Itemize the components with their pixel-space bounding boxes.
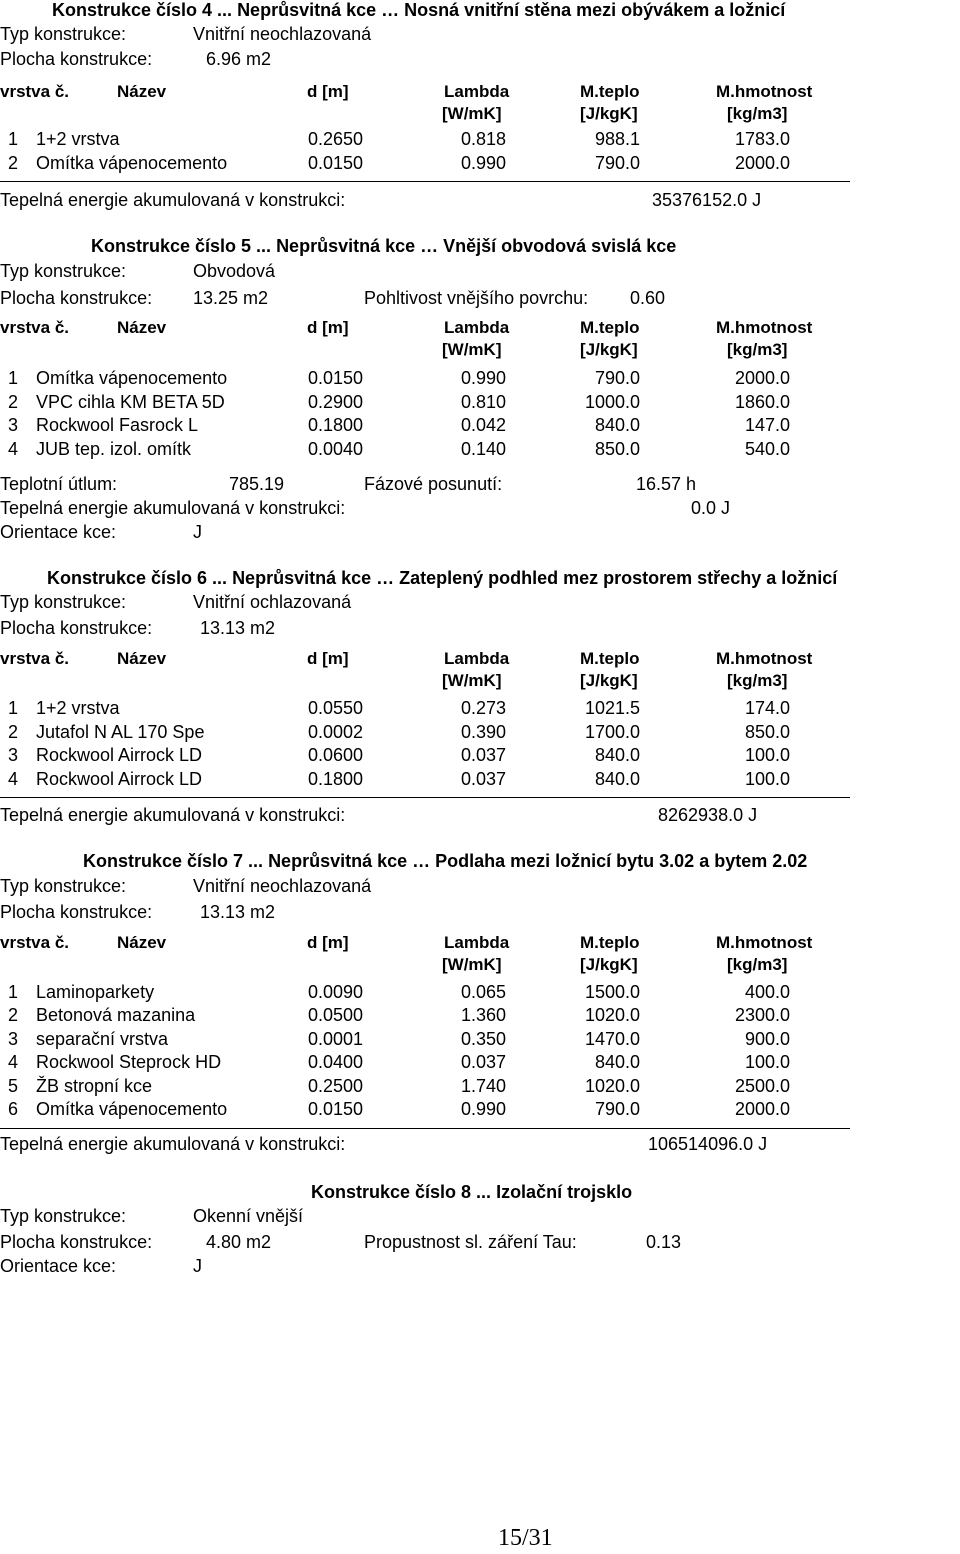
column-header-vrstva: vrstva č.: [0, 649, 69, 668]
propustnost-label-k8: Propustnost sl. záření Tau:: [364, 1232, 577, 1252]
column-header-mteplo: M.teplo: [580, 649, 640, 668]
layer-density: 1783.0: [734, 129, 790, 149]
column-header-d: d [m]: [307, 82, 349, 101]
layer-density: 2300.0: [734, 1005, 790, 1026]
layer-name: Betonová mazanina: [36, 1005, 196, 1026]
layer-number: 3: [8, 1028, 19, 1049]
column-header-nazev: Název: [117, 318, 167, 337]
column-header-mteplo-unit: [J/kgK]: [580, 340, 638, 359]
layer-lambda: 0.037: [460, 768, 506, 789]
layer-number: 3: [8, 745, 19, 765]
section-title-k5: Konstrukce číslo 5 ... Neprůsvitná kce … Vnější obvodová svislá kce: [91, 236, 677, 256]
plocha-label-k5: Plocha konstrukce:: [0, 288, 153, 308]
layer-lambda: 0.810: [460, 391, 506, 412]
layer-thickness: 0.1800: [308, 415, 364, 435]
layer-name: Rockwool Airrock LD: [36, 768, 203, 789]
plocha-value-k5: 13.25 m2: [193, 288, 269, 308]
divider-k6: [0, 797, 850, 798]
typ-value-k7: Vnitřní neochlazovaná: [193, 876, 372, 896]
layer-number: 2: [8, 153, 19, 173]
column-header-d: d [m]: [307, 933, 349, 952]
layer-density: 2000.0: [734, 1099, 790, 1119]
typ-value-k6: Vnitřní ochlazovaná: [193, 592, 352, 612]
energie-label-k6: Tepelná energie akumulovaná v konstrukci:: [0, 805, 346, 825]
plocha-label-k6: Plocha konstrukce:: [0, 618, 153, 638]
posunuti-label-k5: Fázové posunutí:: [364, 474, 503, 494]
layer-density: 2000.0: [734, 153, 790, 173]
layer-thickness: 0.0001: [308, 1028, 364, 1049]
column-header-mteplo-unit: [J/kgK]: [580, 955, 638, 974]
typ-label-k6: Typ konstrukce:: [0, 592, 127, 612]
plocha-value-k8: 4.80 m2: [206, 1232, 272, 1252]
column-header-lambda-unit: [W/mK]: [442, 340, 502, 359]
section-title-k7: Konstrukce číslo 7 ... Neprůsvitná kce … Podlaha mezi ložnicí bytu 3.02 a bytem 2.02: [83, 851, 808, 871]
column-header-mhmotnost-unit: [kg/m3]: [727, 955, 788, 974]
layer-name: separační vrstva: [36, 1028, 169, 1049]
layer-thickness: 0.0002: [308, 721, 364, 742]
layer-number: 2: [8, 391, 19, 412]
layer-number: 4: [8, 768, 19, 789]
layer-density: 540.0: [744, 438, 790, 459]
layer-thickness: 0.0500: [308, 1005, 364, 1026]
column-header-lambda-unit: [W/mK]: [442, 955, 502, 974]
layer-name: Omítka vápenocemento: [36, 1099, 228, 1119]
layer-thickness: 0.0600: [308, 745, 364, 765]
column-header-mhmotnost: M.hmotnost: [716, 82, 813, 101]
layer-name: ŽB stropní kce: [36, 1075, 153, 1096]
column-header-d: d [m]: [307, 318, 349, 337]
column-header-mteplo-unit: [J/kgK]: [580, 671, 638, 690]
layer-thickness: 0.2900: [308, 391, 364, 412]
typ-value-k8: Okenní vnější: [193, 1206, 304, 1226]
layer-heat-capacity: 790.0: [594, 153, 640, 173]
layer-thickness: 0.0090: [308, 982, 364, 1002]
section-title-k8: Konstrukce číslo 8 ... Izolační trojsklo: [311, 1182, 633, 1202]
layer-lambda: 0.273: [460, 698, 506, 718]
orientace-value-k8: J: [193, 1256, 202, 1276]
plocha-value-k6: 13.13 m2: [200, 618, 276, 638]
layer-number: 1: [8, 698, 19, 718]
column-header-lambda: Lambda: [444, 933, 510, 952]
layer-density: 1860.0: [734, 391, 790, 412]
plocha-label-k4: Plocha konstrukce:: [0, 49, 153, 69]
typ-label-k4: Typ konstrukce:: [0, 24, 127, 44]
layer-density: 850.0: [744, 721, 790, 742]
layer-density: 2500.0: [734, 1075, 790, 1096]
layer-thickness: 0.2650: [308, 129, 364, 149]
layer-lambda: 0.037: [460, 1052, 506, 1073]
pohltivost-value-k5: 0.60: [630, 288, 666, 308]
layer-heat-capacity: 840.0: [594, 745, 640, 765]
layer-lambda: 0.990: [460, 153, 506, 173]
layer-thickness: 0.2500: [308, 1075, 364, 1096]
orientace-label-k5: Orientace kce:: [0, 522, 117, 542]
layer-number: 4: [8, 1052, 19, 1073]
column-header-mteplo: M.teplo: [580, 318, 640, 337]
layer-number: 1: [8, 982, 19, 1002]
layer-number: 5: [8, 1075, 19, 1096]
layer-number: 3: [8, 415, 19, 435]
layer-heat-capacity: 840.0: [594, 768, 640, 789]
layer-density: 400.0: [744, 982, 790, 1002]
propustnost-value-k8: 0.13: [646, 1232, 682, 1252]
layer-number: 2: [8, 1005, 19, 1026]
layer-thickness: 0.1800: [308, 768, 364, 789]
column-header-mhmotnost-unit: [kg/m3]: [727, 104, 788, 123]
typ-label-k5: Typ konstrukce:: [0, 261, 127, 281]
energie-value-k4: 35376152.0 J: [652, 190, 762, 210]
layer-lambda: 0.140: [460, 438, 506, 459]
layer-number: 6: [8, 1099, 19, 1119]
energie-value-k7: 106514096.0 J: [648, 1134, 768, 1154]
layer-number: 1: [8, 368, 19, 388]
layer-heat-capacity: 1000.0: [584, 391, 640, 412]
orientace-label-k8: Orientace kce:: [0, 1256, 117, 1276]
section-title-k6: Konstrukce číslo 6 ... Neprůsvitná kce … Zateplený podhled mez prostorem střechy a ložnicí: [47, 568, 838, 588]
layer-name: JUB tep. izol. omítk: [36, 438, 192, 459]
layer-name: 1+2 vrstva: [36, 698, 120, 718]
layer-number: 4: [8, 438, 19, 459]
column-header-mhmotnost: M.hmotnost: [716, 933, 813, 952]
plocha-value-k7: 13.13 m2: [200, 902, 276, 922]
plocha-label-k8: Plocha konstrukce:: [0, 1232, 153, 1252]
column-header-mhmotnost-unit: [kg/m3]: [727, 671, 788, 690]
page-number: 15/31: [498, 1525, 553, 1551]
layer-name: Rockwool Steprock HD: [36, 1052, 222, 1073]
layer-lambda: 1.740: [460, 1075, 506, 1096]
layer-name: Omítka vápenocemento: [36, 153, 228, 173]
layer-heat-capacity: 988.1: [594, 129, 640, 149]
layer-lambda: 0.818: [460, 129, 506, 149]
layer-lambda: 0.065: [460, 982, 506, 1002]
pohltivost-label-k5: Pohltivost vnějšího povrchu:: [364, 288, 589, 308]
typ-label-k7: Typ konstrukce:: [0, 876, 127, 896]
layer-number: 2: [8, 721, 19, 742]
column-header-vrstva: vrstva č.: [0, 933, 69, 952]
column-header-lambda: Lambda: [444, 318, 510, 337]
layer-lambda: 0.350: [460, 1028, 506, 1049]
layer-lambda: 0.390: [460, 721, 506, 742]
posunuti-value-k5: 16.57 h: [636, 474, 697, 494]
plocha-label-k7: Plocha konstrukce:: [0, 902, 153, 922]
layer-lambda: 0.990: [460, 368, 506, 388]
layer-lambda: 0.037: [460, 745, 506, 765]
layer-density: 100.0: [744, 768, 790, 789]
layer-heat-capacity: 850.0: [594, 438, 640, 459]
column-header-nazev: Název: [117, 649, 167, 668]
section-title-k4: Konstrukce číslo 4 ... Neprůsvitná kce … Nosná vnitřní stěna mezi obývákem a ložnicí: [52, 0, 786, 20]
divider-k4: [0, 181, 850, 182]
typ-value-k5: Obvodová: [193, 261, 276, 281]
column-header-mteplo: M.teplo: [580, 82, 640, 101]
layer-heat-capacity: 840.0: [594, 1052, 640, 1073]
column-header-mhmotnost: M.hmotnost: [716, 318, 813, 337]
orientace-value-k5: J: [193, 522, 202, 542]
layer-name: Rockwool Airrock LD: [36, 745, 203, 765]
layer-name: 1+2 vrstva: [36, 129, 120, 149]
column-header-mteplo: M.teplo: [580, 933, 640, 952]
layer-density: 147.0: [744, 415, 790, 435]
layer-density: 900.0: [744, 1028, 790, 1049]
layer-number: 1: [8, 129, 19, 149]
layer-heat-capacity: 1020.0: [584, 1075, 640, 1096]
divider-k7: [0, 1128, 850, 1129]
utlum-label-k5: Teplotní útlum:: [0, 474, 118, 494]
layer-density: 2000.0: [734, 368, 790, 388]
layer-name: Jutafol N AL 170 Spe: [36, 721, 205, 742]
layer-heat-capacity: 1021.5: [584, 698, 640, 718]
layer-heat-capacity: 790.0: [594, 368, 640, 388]
column-header-nazev: Název: [117, 82, 167, 101]
layer-heat-capacity: 1470.0: [584, 1028, 640, 1049]
column-header-lambda: Lambda: [444, 649, 510, 668]
typ-label-k8: Typ konstrukce:: [0, 1206, 127, 1226]
layer-lambda: 1.360: [460, 1005, 506, 1026]
layer-thickness: 0.0150: [308, 1099, 364, 1119]
plocha-value-k4: 6.96 m2: [206, 49, 272, 69]
column-header-lambda-unit: [W/mK]: [442, 104, 502, 123]
layer-lambda: 0.042: [460, 415, 506, 435]
layer-thickness: 0.0040: [308, 438, 364, 459]
layer-name: VPC cihla KM BETA 5D: [36, 391, 225, 412]
layer-heat-capacity: 840.0: [594, 415, 640, 435]
layer-density: 100.0: [744, 745, 790, 765]
column-header-mhmotnost: M.hmotnost: [716, 649, 813, 668]
layer-thickness: 0.0400: [308, 1052, 364, 1073]
layer-heat-capacity: 1500.0: [584, 982, 640, 1002]
column-header-nazev: Název: [117, 933, 167, 952]
column-header-mteplo-unit: [J/kgK]: [580, 104, 638, 123]
layer-thickness: 0.0550: [308, 698, 364, 718]
column-header-d: d [m]: [307, 649, 349, 668]
layer-density: 174.0: [744, 698, 790, 718]
layer-name: Omítka vápenocemento: [36, 368, 228, 388]
energie-value-k5: 0.0 J: [691, 498, 731, 518]
layer-density: 100.0: [744, 1052, 790, 1073]
layer-heat-capacity: 1700.0: [584, 721, 640, 742]
energie-value-k6: 8262938.0 J: [658, 805, 758, 825]
energie-label-k7: Tepelná energie akumulovaná v konstrukci:: [0, 1134, 346, 1154]
column-header-lambda-unit: [W/mK]: [442, 671, 502, 690]
layer-name: Rockwool Fasrock L: [36, 415, 199, 435]
energie-label-k4: Tepelná energie akumulovaná v konstrukci:: [0, 190, 346, 210]
column-header-lambda: Lambda: [444, 82, 510, 101]
column-header-vrstva: vrstva č.: [0, 318, 69, 337]
layer-thickness: 0.0150: [308, 153, 364, 173]
typ-value-k4: Vnitřní neochlazovaná: [193, 24, 372, 44]
layer-heat-capacity: 1020.0: [584, 1005, 640, 1026]
energie-label-k5: Tepelná energie akumulovaná v konstrukci:: [0, 498, 346, 518]
utlum-value-k5: 785.19: [229, 474, 285, 494]
layer-name: Laminoparkety: [36, 982, 155, 1002]
column-header-mhmotnost-unit: [kg/m3]: [727, 340, 788, 359]
layer-lambda: 0.990: [460, 1099, 506, 1119]
layer-thickness: 0.0150: [308, 368, 364, 388]
column-header-vrstva: vrstva č.: [0, 82, 69, 101]
layer-heat-capacity: 790.0: [594, 1099, 640, 1119]
